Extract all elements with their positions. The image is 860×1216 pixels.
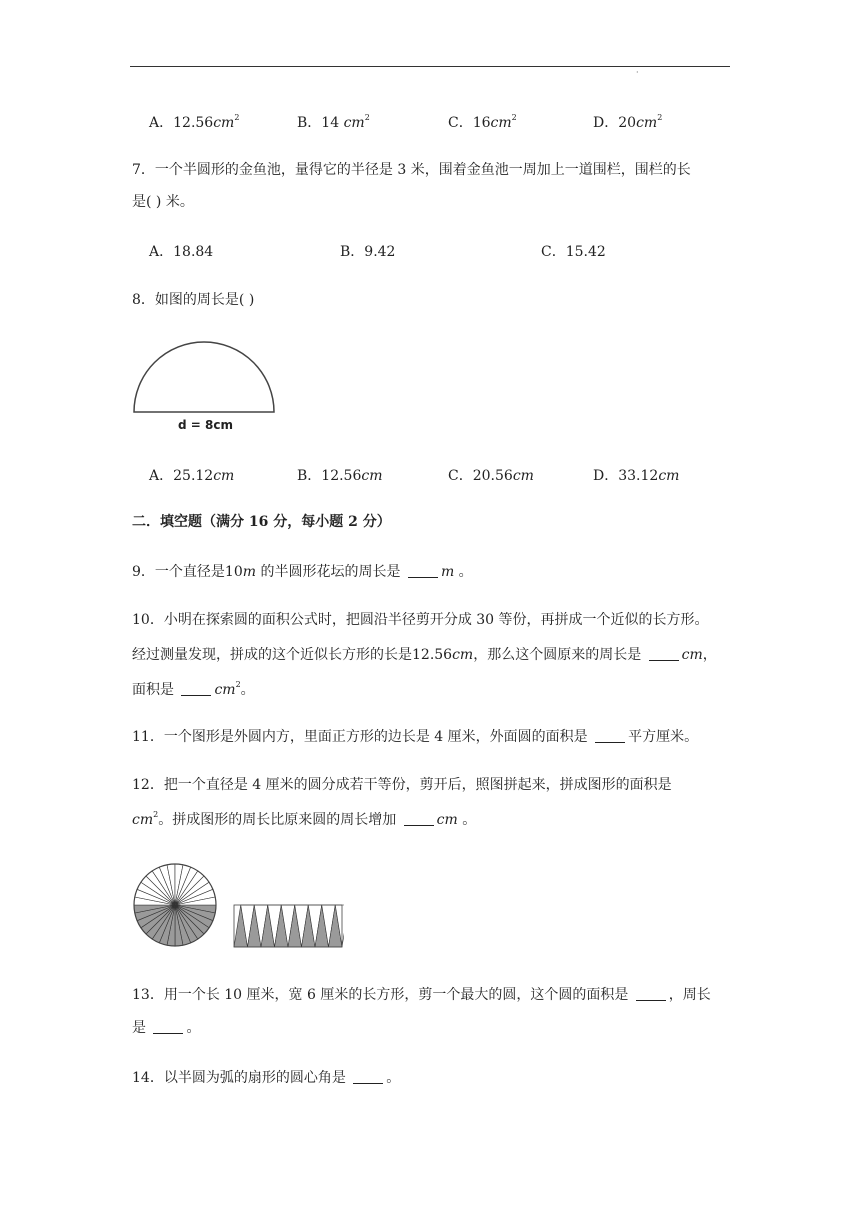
header-rule	[130, 66, 730, 67]
q13-line-2: 是 。	[132, 1020, 201, 1036]
q11-text: 11．一个图形是外圆内方，里面正方形的边长是 4 厘米，外面圆的面积是 平方厘米。	[132, 729, 699, 745]
q8-text: 8．如图的周长是( )	[132, 292, 255, 308]
diameter-label: d = 8cm	[178, 418, 233, 432]
q7-line-2: 是( ) 米。	[132, 194, 194, 210]
q8-option-d: D．33.12cm	[593, 468, 680, 484]
q12-line-2: $cm^2$。拼成图形的周长比原来圆的周长增加 cm 。	[132, 810, 477, 828]
q8-option-b: B．12.56cm	[297, 468, 383, 484]
q12-line-1: 12．把一个直径是 4 厘米的圆分成若干等份，剪开后，照图拼起来，拼成图形的面积是	[132, 777, 672, 793]
q14-text: 14．以半圆为弧的扇形的圆心角是 。	[132, 1070, 401, 1086]
q10-blank-perimeter[interactable]	[649, 646, 679, 661]
q7-option-b: B．9.42	[340, 244, 396, 260]
section-2-heading: 二．填空题（满分 16 分，每小题 2 分）	[132, 514, 391, 530]
q9-text: 9．一个直径是10m 的半圆形花坛的周长是 m 。	[132, 564, 473, 580]
q10-line-1: 10．小明在探索圆的面积公式时，把圆沿半径剪开分成 30 等份，再拼成一个近似的长方形。	[132, 612, 709, 628]
divided-circle-figure	[132, 862, 218, 948]
semicircle-figure	[128, 340, 288, 432]
q6-option-a: A．$12.56cm^2$	[149, 113, 240, 131]
q6-option-d: D．$20cm^2$	[593, 113, 663, 131]
q13-blank-area[interactable]	[636, 986, 666, 1001]
q13-blank-perimeter[interactable]	[153, 1019, 183, 1034]
q14-blank[interactable]	[353, 1069, 383, 1084]
q7-option-a: A．18.84	[149, 244, 214, 260]
q10-line-3: 面积是 $cm^2$。	[132, 680, 255, 698]
q10-blank-area[interactable]	[181, 681, 211, 696]
q13-line-1: 13．用一个长 10 厘米，宽 6 厘米的长方形，剪一个最大的圆，这个圆的面积是 ，周长	[132, 987, 711, 1003]
q6-option-c: C．$16cm^2$	[448, 113, 517, 131]
q6-option-b: B．14 $cm^2$	[297, 113, 370, 131]
q8-option-c: C．20.56cm	[448, 468, 534, 484]
q7-line-1: 7．一个半圆形的金鱼池，量得它的半径是 3 米，围着金鱼池一周加上一道围栏，围栏的长	[132, 162, 691, 178]
rearranged-shape-figure	[232, 903, 344, 949]
q8-option-a: A．25.12cm	[149, 468, 235, 484]
q12-blank[interactable]	[404, 811, 434, 826]
q11-blank[interactable]	[595, 728, 625, 743]
q10-line-2: 经过测量发现，拼成的这个近似长方形的长是12.56cm，那么这个圆原来的周长是 cm，	[132, 647, 717, 663]
semicircle-shape	[134, 342, 274, 412]
header-dot: ·	[636, 68, 639, 77]
q7-option-c: C．15.42	[541, 244, 606, 260]
q9-blank[interactable]	[408, 563, 438, 578]
